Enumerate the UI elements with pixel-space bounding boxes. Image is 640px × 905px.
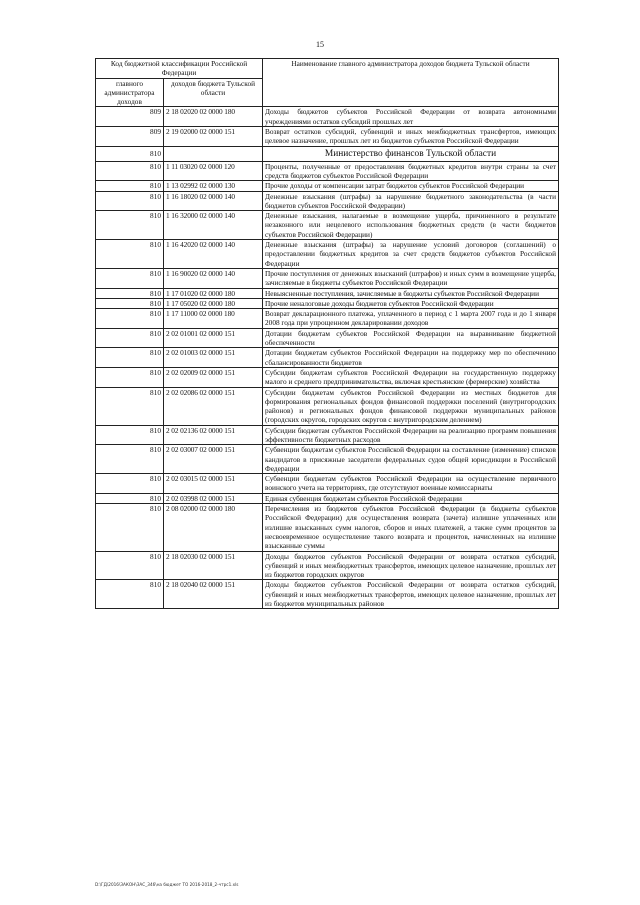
revenue-code-cell: 2 18 02040 02 0000 151 — [164, 580, 263, 609]
admin-code-cell: 810 — [96, 387, 164, 425]
header-classification-group: Код бюджетной классификации Российской Федерации — [96, 59, 263, 79]
revenue-code-cell: 2 19 02000 02 0000 151 — [164, 127, 263, 147]
admin-code-cell: 810 — [96, 288, 164, 298]
table-row — [96, 181, 559, 191]
admin-code-cell: 810 — [96, 191, 164, 211]
table-row — [96, 309, 559, 329]
revenue-code-cell: 2 02 03998 02 0000 151 — [164, 493, 263, 503]
rows-before-body — [96, 107, 559, 146]
revenue-code-cell: 2 18 02030 02 0000 151 — [164, 551, 263, 580]
revenue-code-cell: 2 02 03015 02 0000 151 — [164, 474, 263, 494]
revenue-name-cell: Денежные взыскания (штрафы) за нарушение условий договоров (соглашений) о предоставлении бюджетных кредитов за счет средств бюджетов субъектов Российской Федерации — [263, 240, 559, 269]
ministry-code-empty — [164, 146, 263, 161]
table-row — [96, 504, 559, 551]
revenue-name-cell: Дотации бюджетам субъектов Российской Федерации на поддержку мер по обеспечению сбалансированности бюджетов — [263, 348, 559, 368]
revenue-code-cell: 2 02 02009 02 0000 151 — [164, 367, 263, 387]
admin-code-cell: 810 — [96, 474, 164, 494]
revenue-code-cell: 1 16 18020 02 0000 140 — [164, 191, 263, 211]
page-number: 15 — [316, 40, 324, 49]
table-row — [96, 445, 559, 474]
ministry-name: Министерство финансов Тульской области — [263, 146, 559, 161]
revenue-name-cell: Доходы бюджетов субъектов Российской Федерации от возврата остатков субсидий, субвенций и иных межбюджетных трансфертов, имеющих целевое назначение, прошлых лет из бюджетов муниципальных районов — [263, 580, 559, 609]
table-row — [96, 268, 559, 288]
revenue-admin-table — [95, 58, 559, 609]
table-row — [96, 551, 559, 580]
header-chief-admin: главного администратора доходов — [96, 78, 164, 107]
revenue-name-cell: Прочие неналоговые доходы бюджетов субъектов Российской Федерации — [263, 298, 559, 308]
revenue-code-cell: 1 13 02992 02 0000 130 — [164, 181, 263, 191]
admin-code-cell: 810 — [96, 181, 164, 191]
table-row — [96, 288, 559, 298]
table-row — [96, 580, 559, 609]
revenue-name-cell: Денежные взыскания (штрафы) за нарушение бюджетного законодательства (в части бюджетов субъектов Российской Федерации) — [263, 191, 559, 211]
revenue-name-cell: Субвенции бюджетам субъектов Российской Федерации на осуществление первичного воинского учета на территориях, где отсутствуют военные комиссариаты — [263, 474, 559, 494]
revenue-code-cell: 1 17 11000 02 0000 180 — [164, 309, 263, 329]
table-row — [96, 328, 559, 348]
revenue-code-cell: 1 16 90020 02 0000 140 — [164, 268, 263, 288]
ministry-admin-code: 810 — [96, 146, 164, 161]
table-row — [96, 211, 559, 240]
admin-code-cell: 810 — [96, 328, 164, 348]
admin-code-cell: 810 — [96, 348, 164, 368]
revenue-name-cell: Дотации бюджетам субъектов Российской Федерации на выравнивание бюджетной обеспеченности — [263, 328, 559, 348]
table-row — [96, 127, 559, 147]
admin-code-cell: 809 — [96, 107, 164, 127]
revenue-code-cell: 1 16 32000 02 0000 140 — [164, 211, 263, 240]
admin-code-cell: 809 — [96, 127, 164, 147]
revenue-code-cell: 2 02 01003 02 0000 151 — [164, 348, 263, 368]
revenue-name-cell: Перечисления из бюджетов субъектов Российской Федерации (в бюджеты субъектов Российской Федерации) для осуществления возврата (зачета) излишне уплаченных или излишне взысканных сумм налогов, сборов и иных платежей, а также сумм процентов за несвоевременное осуществление такого возврата и процентов, начисленных на излишне взысканные суммы — [263, 504, 559, 551]
table-row — [96, 493, 559, 503]
header-revenue-code: доходов бюджета Тульской области — [164, 78, 263, 107]
admin-code-cell: 810 — [96, 425, 164, 445]
admin-code-cell: 810 — [96, 445, 164, 474]
revenue-name-cell: Невыясненные поступления, зачисляемые в бюджеты субъектов Российской Федерации — [263, 288, 559, 298]
table-row — [96, 367, 559, 387]
revenue-code-cell: 1 17 01020 02 0000 180 — [164, 288, 263, 298]
admin-code-cell: 810 — [96, 298, 164, 308]
footer-file-path: D:\ГД\2016\ЗАКОН\ЗАС_346\на бюджет ТО 2016-2018_2-чтрс1.xls — [95, 882, 239, 887]
revenue-code-cell: 2 18 02020 02 0000 180 — [164, 107, 263, 127]
table-row — [96, 298, 559, 308]
admin-code-cell: 810 — [96, 161, 164, 181]
table-row — [96, 348, 559, 368]
revenue-code-cell: 1 16 42020 02 0000 140 — [164, 240, 263, 269]
table-row — [96, 191, 559, 211]
revenue-code-cell: 2 02 01001 02 0000 151 — [164, 328, 263, 348]
revenue-name-cell: Доходы бюджетов субъектов Российской Федерации от возврата автономными учреждениями остатков субсидий прошлых лет — [263, 107, 559, 127]
revenue-code-cell: 2 08 02000 02 0000 180 — [164, 504, 263, 551]
revenue-name-cell: Субсидии бюджетам субъектов Российской Федерации на государственную поддержку малого и среднего предпринимательства, включая крестьянские (фермерские) хозяйства — [263, 367, 559, 387]
revenue-name-cell: Возврат остатков субсидий, субвенций и иных межбюджетных трансфертов, имеющих целевое назначение, прошлых лет из бюджетов субъектов Российской Федерации — [263, 127, 559, 147]
revenue-name-cell: Субвенции бюджетам субъектов Российской Федерации на составление (изменение) списков кандидатов в присяжные заседатели федеральных судов общей юрисдикции в Российской Федерации — [263, 445, 559, 474]
ministry-body — [96, 146, 559, 161]
header-admin-name: Наименование главного администратора доходов бюджета Тульской области — [263, 59, 559, 107]
admin-code-cell: 810 — [96, 268, 164, 288]
admin-code-cell: 810 — [96, 551, 164, 580]
admin-code-cell: 810 — [96, 504, 164, 551]
admin-code-cell: 810 — [96, 211, 164, 240]
revenue-code-cell: 1 17 05020 02 0000 180 — [164, 298, 263, 308]
table-row — [96, 240, 559, 269]
admin-code-cell: 810 — [96, 580, 164, 609]
revenue-code-cell: 1 11 03020 02 0000 120 — [164, 161, 263, 181]
ministry-row — [96, 146, 559, 161]
revenue-name-cell: Прочие поступления от денежных взысканий (штрафов) и иных сумм в возмещение ущерба, зачисляемые в бюджеты субъектов Российской Федерации — [263, 268, 559, 288]
table-row — [96, 107, 559, 127]
table-row — [96, 425, 559, 445]
revenue-name-cell: Субсидии бюджетам субъектов Российской Федерации из местных бюджетов для формирования региональных фондов финансовой поддержки поселений (внутригородских районов) и региональных фондов финансовой поддержки муниципальных районов (городских округов, городских округов с внутригородским делением) — [263, 387, 559, 425]
admin-code-cell: 810 — [96, 309, 164, 329]
revenue-code-cell: 2 02 02086 02 0000 151 — [164, 387, 263, 425]
admin-code-cell: 810 — [96, 240, 164, 269]
table-row — [96, 474, 559, 494]
rows-after-body — [96, 161, 559, 609]
revenue-name-cell: Прочие доходы от компенсации затрат бюджетов субъектов Российской Федерации — [263, 181, 559, 191]
revenue-name-cell: Проценты, полученные от предоставления бюджетных кредитов внутри страны за счет средств бюджетов субъектов Российской Федерации — [263, 161, 559, 181]
revenue-name-cell: Субсидии бюджетам субъектов Российской Федерации на реализацию программ повышения эффективности бюджетных расходов — [263, 425, 559, 445]
table-row — [96, 387, 559, 425]
admin-code-cell: 810 — [96, 367, 164, 387]
revenue-name-cell: Единая субвенция бюджетам субъектов Российской Федерации — [263, 493, 559, 503]
admin-code-cell: 810 — [96, 493, 164, 503]
revenue-name-cell: Денежные взыскания, налагаемые в возмещение ущерба, причиненного в результате незаконного или нецелевого использования бюджетных средств (в части бюджетов субъектов Российской Федерации) — [263, 211, 559, 240]
revenue-name-cell: Возврат декларационного платежа, уплаченного в период с 1 марта 2007 года и до 1 января 2008 года при упрощенном декларировании доходов — [263, 309, 559, 329]
revenue-code-cell: 2 02 03007 02 0000 151 — [164, 445, 263, 474]
revenue-name-cell: Доходы бюджетов субъектов Российской Федерации от возврата остатков субсидий, субвенций и иных межбюджетных трансфертов, имеющих целевое назначение, прошлых лет из бюджетов городских округов — [263, 551, 559, 580]
table-row — [96, 161, 559, 181]
revenue-code-cell: 2 02 02136 02 0000 151 — [164, 425, 263, 445]
